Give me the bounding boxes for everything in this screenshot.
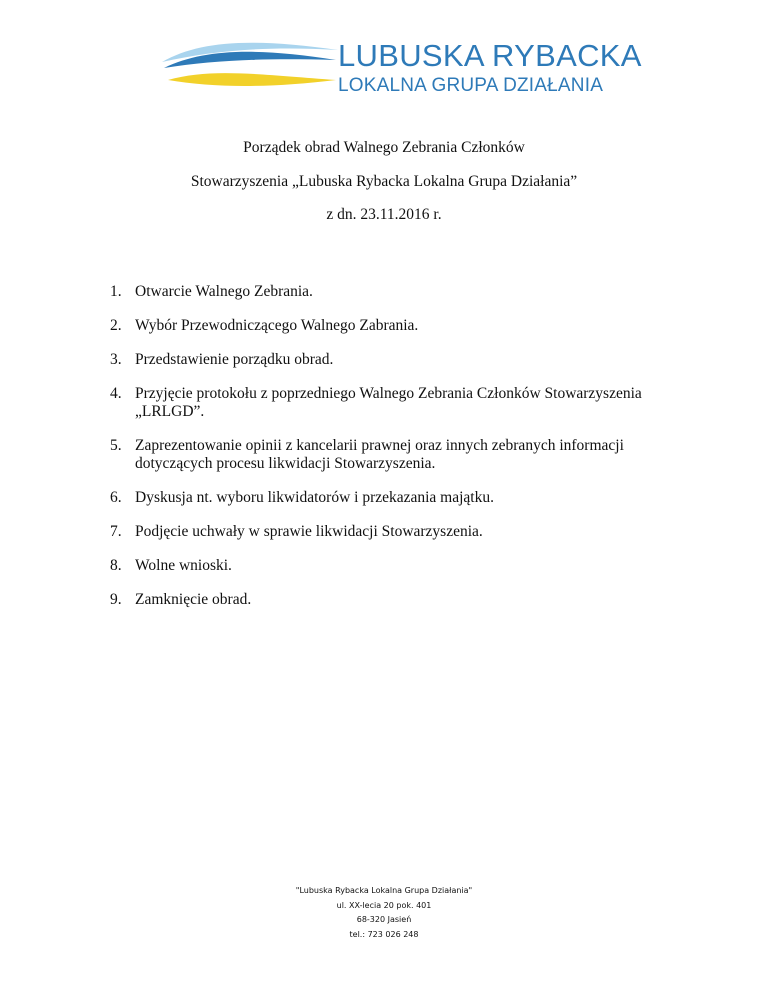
agenda-text: Zaprezentowanie opinii z kancelarii prawnej oraz innych zebranych informacji dotyczących procesu likwidacji Stowarzyszenia. — [135, 437, 624, 472]
agenda-list — [110, 283, 670, 625]
agenda-number: 6. — [110, 489, 122, 506]
agenda-number: 8. — [110, 557, 122, 574]
agenda-text: Przedstawienie porządku obrad. — [135, 351, 334, 368]
agenda-number: 9. — [110, 591, 122, 608]
agenda-item — [110, 557, 670, 575]
agenda-item — [110, 437, 670, 473]
logo-title: LUBUSKA RYBACKA — [338, 38, 642, 73]
agenda-number: 4. — [110, 385, 122, 402]
agenda-item — [110, 317, 670, 335]
agenda-text: Zamknięcie obrad. — [135, 591, 252, 608]
agenda-number: 1. — [110, 283, 122, 300]
agenda-text: Dyskusja nt. wyboru likwidatorów i przekazania majątku. — [135, 489, 494, 506]
agenda-item — [110, 351, 670, 369]
agenda-text: Wolne wnioski. — [135, 557, 232, 574]
agenda-text: Wybór Przewodniczącego Walnego Zabrania. — [135, 317, 419, 334]
agenda-text: Przyjęcie protokołu z poprzedniego Walnego Zebrania Członków Stowarzyszenia „LRLGD”. — [135, 385, 642, 420]
agenda-item — [110, 523, 670, 541]
agenda-item — [110, 283, 670, 301]
footer-city: 68-320 Jasień — [356, 915, 412, 924]
logo — [160, 38, 642, 98]
footer-phone: tel.: 723 026 248 — [349, 929, 419, 939]
agenda-text: Podjęcie uchwały w sprawie likwidacji Stowarzyszenia. — [135, 523, 483, 540]
agenda-item — [110, 489, 670, 507]
footer-org-name: "Lubuska Rybacka Lokalna Grupa Działania" — [295, 886, 473, 895]
agenda-item — [110, 385, 670, 421]
agenda-number: 7. — [110, 523, 122, 540]
heading-date: z dn. 23.11.2016 r. — [326, 206, 442, 223]
agenda-number: 2. — [110, 317, 122, 334]
agenda-number: 3. — [110, 351, 122, 368]
footer-street: ul. XX-lecia 20 pok. 401 — [336, 900, 432, 910]
agenda-item — [110, 591, 670, 609]
waves-icon — [160, 38, 340, 98]
heading-line-2: Stowarzyszenia „Lubuska Rybacka Lokalna Grupa Działania” — [190, 173, 578, 190]
logo-subtitle: LOKALNA GRUPA DZIAŁANIA — [338, 75, 604, 96]
footer — [0, 884, 768, 942]
heading-line-1: Porządek obrad Walnego Zebrania Członków — [243, 139, 525, 156]
agenda-text: Otwarcie Walnego Zebrania. — [135, 283, 313, 300]
agenda-number: 5. — [110, 437, 122, 454]
